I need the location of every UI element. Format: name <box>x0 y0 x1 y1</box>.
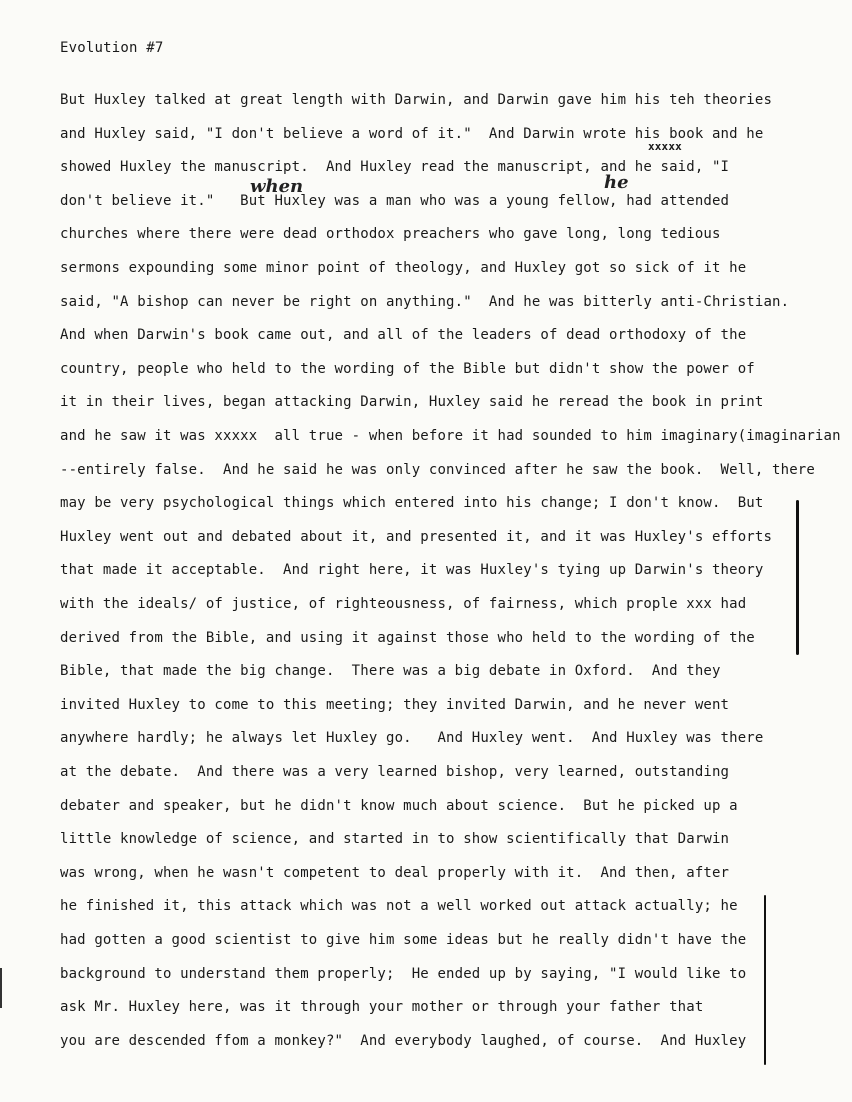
text-line: Bible, that made the big change. There was a big debate in Oxford. And they <box>60 663 721 680</box>
margin-bracket-lower <box>764 895 766 1065</box>
text-line: background to understand them properly; He ended up by saying, "I would like to <box>60 965 747 982</box>
page-header: Evolution #7 <box>60 40 164 56</box>
margin-bracket-upper <box>796 500 799 655</box>
text-line: had gotten a good scientist to give him some ideas but he really didn't have the <box>60 932 747 948</box>
text-line: and Huxley said, "I don't believe a word of it." And Darwin wrote his book and he <box>60 125 764 142</box>
text-line: But Huxley talked at great length with Darwin, and Darwin gave him his teh theories <box>60 92 773 108</box>
text-line: and he saw it was xxxxx all true - when before it had sounded to him imaginary(imaginarian <box>60 428 841 444</box>
text-line: with the ideals/ of justice, of righteousness, of fairness, which prople xxx had <box>60 596 747 612</box>
text-line: that made it acceptable. And right here, it was Huxley's tying up Darwin's theory <box>60 562 764 579</box>
text-line: ask Mr. Huxley here, was it through your mother or through your father that <box>60 999 704 1016</box>
text-line: it in their lives, began attacking Darwin, Huxley said he reread the book in print <box>60 394 764 411</box>
text-line: debater and speaker, but he didn't know much about science. But he picked up a <box>60 797 738 814</box>
text-line: churches where there were dead orthodox preachers who gave long, long tedious <box>60 226 721 243</box>
handwritten-he: he <box>604 172 629 193</box>
text-line: may be very psychological things which entered into his change; I don't know. But <box>60 495 764 512</box>
text-line: invited Huxley to come to this meeting; they invited Darwin, and he never went <box>60 696 730 713</box>
left-edge-mark <box>0 968 2 1008</box>
text-line: sermons expounding some minor point of theology, and Huxley got so sick of it he <box>60 260 747 276</box>
text-line: --entirely false. And he said he was only convinced after he saw the book. Well, there <box>60 461 815 478</box>
text-line: he finished it, this attack which was not a well worked out attack actually; he <box>60 898 738 915</box>
text-line: little knowledge of science, and started in to show scientifically that Darwin <box>60 831 730 848</box>
text-line: country, people who held to the wording of the Bible but didn't show the power of <box>60 360 755 377</box>
text-line: derived from the Bible, and using it against those who held to the wording of the <box>60 629 755 646</box>
text-line: don't believe it." But Huxley was a man who was a young fellow, had attended <box>60 192 730 209</box>
typed-correction: xxxxx <box>648 140 682 153</box>
text-line: And when Darwin's book came out, and all of the leaders of dead orthodoxy of the <box>60 327 747 344</box>
text-line: Huxley went out and debated about it, and presented it, and it was Huxley's efforts <box>60 528 773 545</box>
text-line: at the debate. And there was a very learned bishop, very learned, outstanding <box>60 764 730 780</box>
text-line: was wrong, when he wasn't competent to deal properly with it. And then, after <box>60 864 730 881</box>
text-line: anywhere hardly; he always let Huxley go. And Huxley went. And Huxley was there <box>60 730 764 747</box>
text-line: showed Huxley the manuscript. And Huxley read the manuscript, and he said, "I <box>60 159 730 176</box>
text-line: said, "A bishop can never be right on anything." And he was bitterly anti-Christian. <box>60 293 790 310</box>
text-line: you are descended ffom a monkey?" And everybody laughed, of course. And Huxley <box>60 1032 747 1049</box>
handwritten-when: when <box>250 176 304 197</box>
